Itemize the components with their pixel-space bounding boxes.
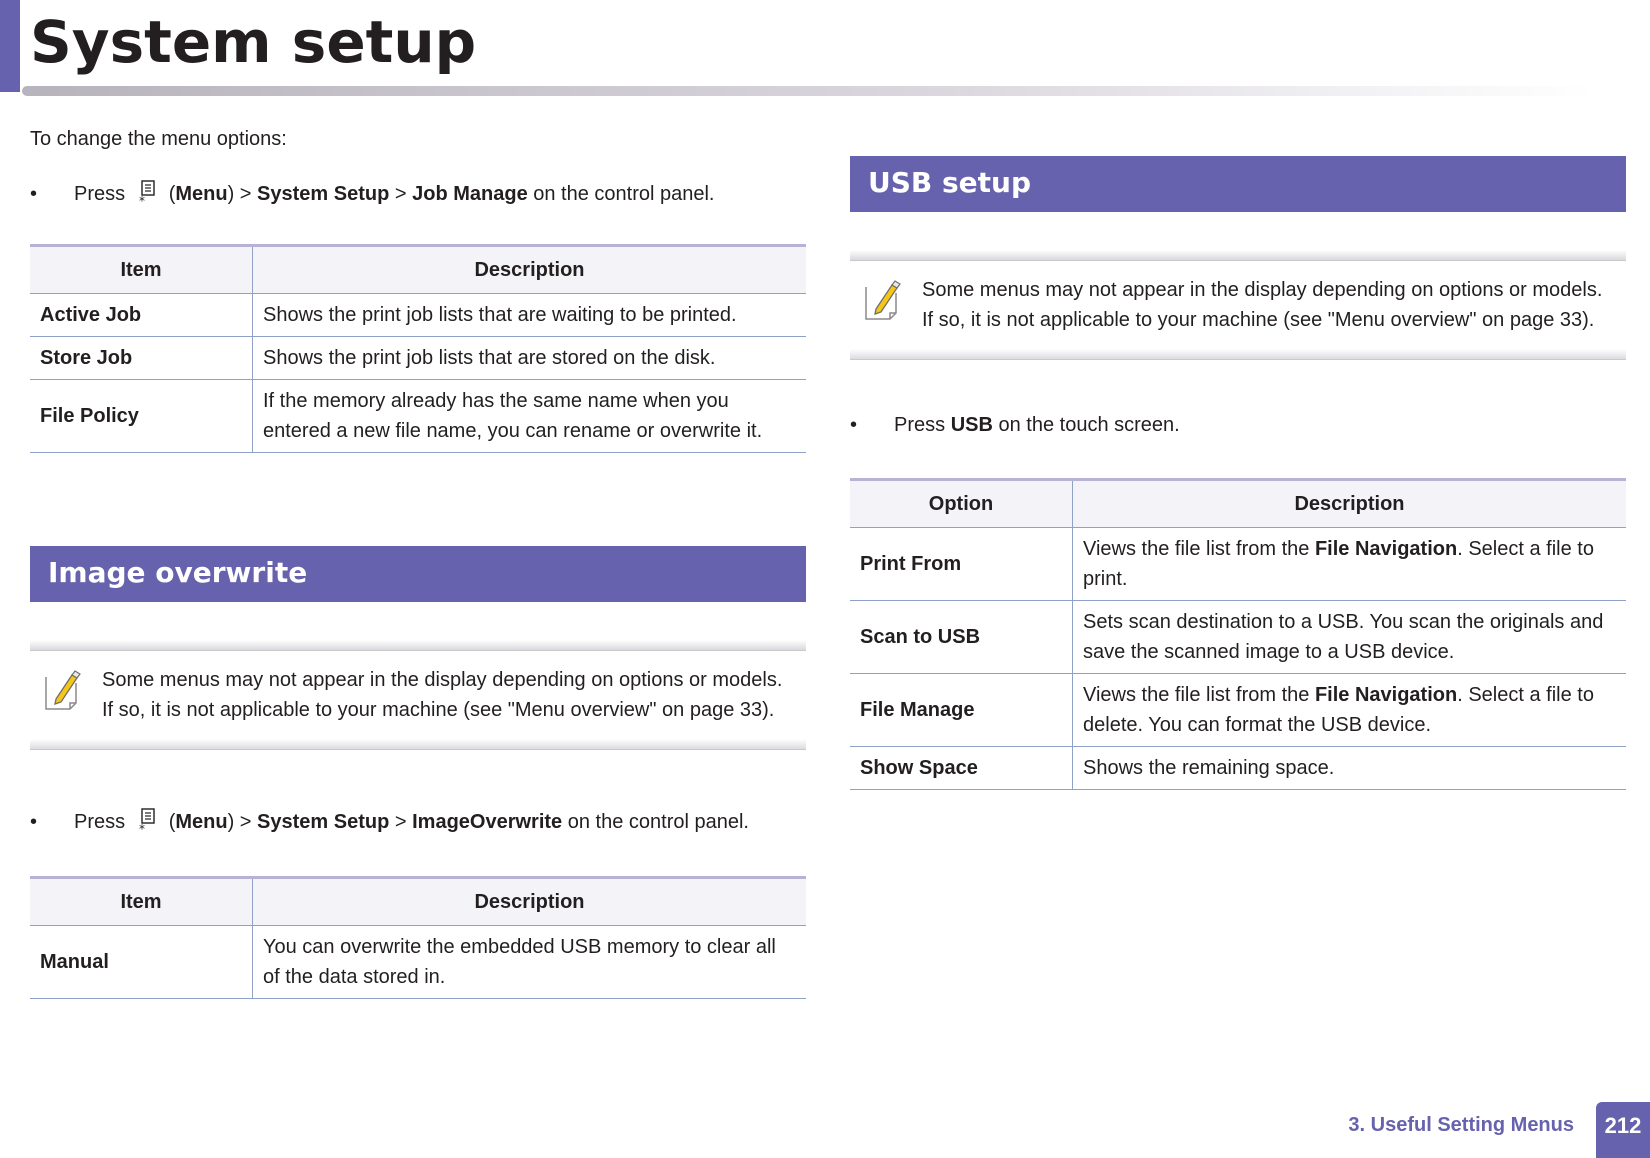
svg-text:*: * — [138, 194, 145, 206]
note-pencil-icon — [42, 669, 82, 713]
option-cell: File Manage — [850, 674, 1073, 747]
description-cell: Shows the remaining space. — [1073, 747, 1627, 790]
note-text: Some menus may not appear in the display depending on options or models. If so, it is not applicable to your machine (see "Menu overview" on page 33). — [102, 669, 783, 721]
table-row — [850, 528, 1626, 601]
menu-icon — [137, 180, 159, 206]
description-cell: Shows the print job lists that are waiting to be printed. — [253, 294, 807, 337]
note-bottom-bar — [30, 739, 806, 750]
table-row — [30, 380, 806, 453]
description-cell: Sets scan destination to a USB. You scan the originals and save the scanned image to a USB device. — [1073, 601, 1627, 674]
bullet-dot: • — [30, 183, 38, 205]
section-heading-usb-setup: USB setup — [850, 156, 1626, 212]
bullet-job-manage: • Press * (Menu) > System Setup > Job Manage on the control panel. — [30, 180, 714, 206]
description-cell: If the memory already has the same name when you entered a new file name, you can rename or overwrite it. — [253, 380, 807, 453]
table-row — [850, 674, 1626, 747]
bullet-image-overwrite: • Press * (Menu) > System Setup > ImageOverwrite on the control panel. — [30, 808, 749, 834]
note-top-bar — [30, 640, 806, 651]
table-header-row — [30, 878, 806, 926]
usb-setup-table — [850, 478, 1626, 790]
note-box — [850, 250, 1626, 360]
table-header-row — [850, 480, 1626, 528]
note-box — [30, 640, 806, 750]
table-row — [30, 926, 806, 999]
footer-chapter-label: 3. Useful Setting Menus — [1348, 1114, 1574, 1136]
description-cell: You can overwrite the embedded USB memory to clear all of the data stored in. — [253, 926, 807, 999]
title-accent-bar — [0, 0, 20, 92]
item-cell: Manual — [30, 926, 253, 999]
column-header-description: Description — [253, 878, 807, 926]
section-heading-image-overwrite: Image overwrite — [30, 546, 806, 602]
item-cell: File Policy — [30, 380, 253, 453]
column-header-item: Item — [30, 878, 253, 926]
item-cell: Store Job — [30, 337, 253, 380]
column-header-description: Description — [1073, 480, 1627, 528]
description-cell: Views the file list from the File Navigation. Select a file to delete. You can format the USB device. — [1073, 674, 1627, 747]
intro-text: To change the menu options: — [30, 128, 287, 150]
job-manage-table — [30, 244, 806, 453]
option-cell: Scan to USB — [850, 601, 1073, 674]
page-title: System setup — [30, 8, 477, 76]
table-header-row — [30, 246, 806, 294]
description-cell: Shows the print job lists that are stored on the disk. — [253, 337, 807, 380]
note-text: Some menus may not appear in the display depending on options or models. If so, it is not applicable to your machine (see "Menu overview" on page 33). — [922, 279, 1603, 331]
image-overwrite-table — [30, 876, 806, 999]
page-number: 212 — [1596, 1102, 1650, 1158]
svg-text:*: * — [138, 822, 145, 834]
table-row — [850, 601, 1626, 674]
table-row — [30, 337, 806, 380]
column-header-description: Description — [253, 246, 807, 294]
title-rule — [22, 86, 1592, 96]
bullet-usb: • Press USB on the touch screen. — [850, 414, 1180, 436]
bullet-dot: • — [30, 811, 38, 833]
option-cell: Print From — [850, 528, 1073, 601]
column-header-item: Item — [30, 246, 253, 294]
table-row — [850, 747, 1626, 790]
note-pencil-icon — [862, 279, 902, 323]
description-cell: Views the file list from the File Navigation. Select a file to print. — [1073, 528, 1627, 601]
item-cell: Active Job — [30, 294, 253, 337]
option-cell: Show Space — [850, 747, 1073, 790]
menu-icon — [137, 808, 159, 834]
note-top-bar — [850, 250, 1626, 261]
table-row — [30, 294, 806, 337]
note-bottom-bar — [850, 349, 1626, 360]
bullet-dot: • — [850, 414, 858, 436]
column-header-option: Option — [850, 480, 1073, 528]
